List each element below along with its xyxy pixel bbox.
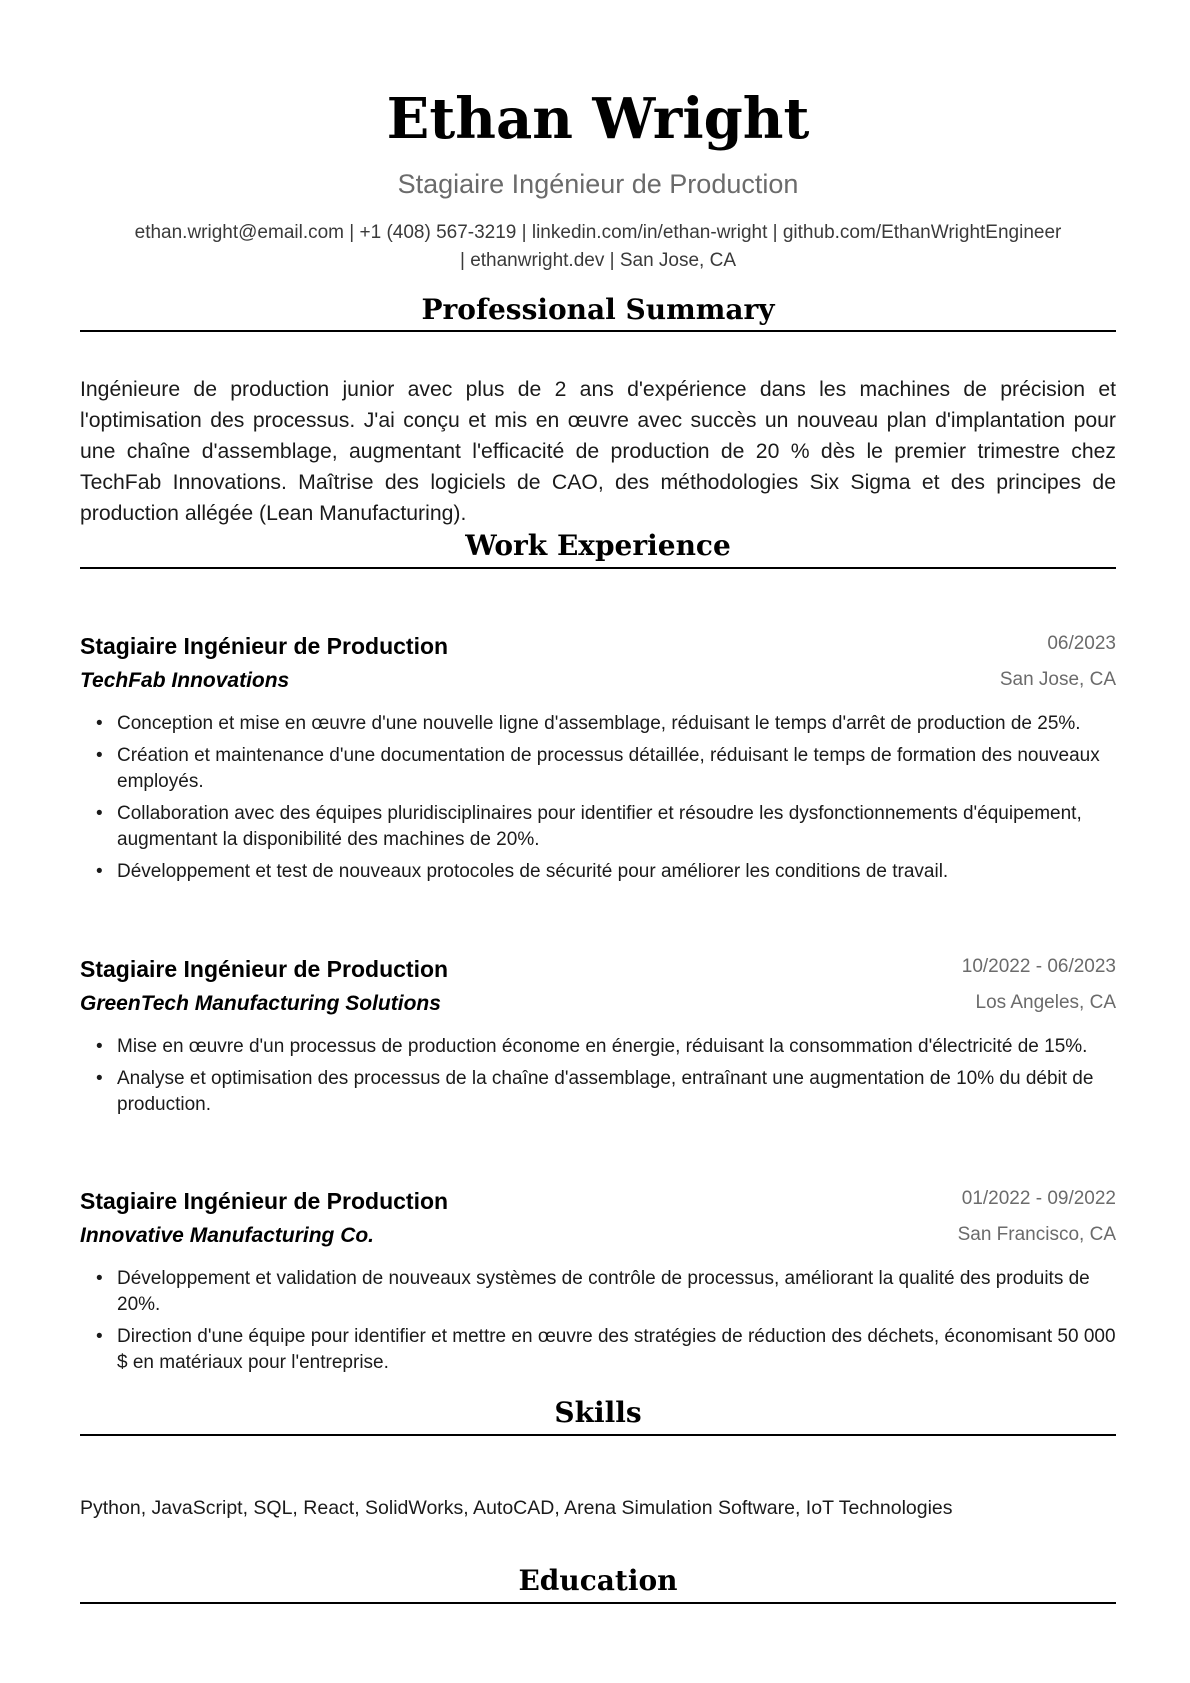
job-date: 01/2022 - 09/2022: [961, 1188, 1116, 1209]
job-bullets: [80, 1266, 1116, 1382]
job-bullets: [80, 711, 1116, 891]
job-bullet: • Mise en œuvre d'un processus de production économe en énergie, réduisant la consommation d'électricité de 15%.: [80, 1034, 1116, 1060]
bullet-icon: •: [96, 1268, 103, 1289]
job-title: Stagiaire Ingénieur de Production: [80, 956, 449, 982]
job-date: 06/2023: [1047, 633, 1116, 654]
job-title: Stagiaire Ingénieur de Production: [80, 1188, 449, 1214]
job-date: 10/2022 - 06/2023: [961, 956, 1116, 977]
bullet-icon: •: [96, 803, 103, 824]
bullet-icon: •: [96, 861, 103, 882]
contact-info: [72, 219, 1124, 275]
bullet-icon: •: [96, 1036, 103, 1057]
experience-heading: Work Experience: [465, 529, 731, 562]
skills-divider: [80, 1434, 1116, 1436]
job-title: Stagiaire Ingénieur de Production: [80, 633, 449, 659]
bullet-icon: •: [96, 745, 103, 766]
job-location: San Jose, CA: [999, 669, 1116, 690]
job-bullet: • Collaboration avec des équipes pluridisciplinaires pour identifier et résoudre les dysfonctionnements d'équipement, augmentant la disponibilité des machines de 20%.: [96, 803, 1082, 850]
summary-heading: Professional Summary: [421, 293, 775, 326]
job-location: Los Angeles, CA: [975, 992, 1116, 1013]
contact-line-2: | ethanwright.dev | San Jose, CA: [459, 250, 737, 271]
job-bullet: • Création et maintenance d'une documentation de processus détaillée, réduisant le temps de formation des nouveaux employés.: [96, 745, 1100, 792]
bullet-icon: •: [96, 713, 103, 734]
skills-heading: Skills: [554, 1396, 642, 1429]
education-heading: Education: [518, 1564, 678, 1597]
contact-line-1: ethan.wright@email.com | +1 (408) 567-3219 | linkedin.com/in/ethan-wright | github.com/EthanWrightEngineer: [134, 222, 1062, 243]
summary-divider: [80, 330, 1116, 332]
summary-text: Ingénieure de production junior avec plus de 2 ans d'expérience dans les machines de précision et l'optimisation des processus. J'ai conçu et mis en œuvre avec succès un nouveau plan d'implantation pour une chaîne d'assemblage, augmentant l'efficacité de production de 20 % dès le premier trimestre chez TechFab Innovations. Maîtrise des logiciels de CAO, des méthodologies Six Sigma et des principes de production allégée (Lean Manufacturing).: [80, 378, 1116, 525]
job-bullet: • Développement et validation de nouveaux systèmes de contrôle de processus, améliorant la qualité des produits de 20%.: [96, 1268, 1090, 1315]
job-location: San Francisco, CA: [957, 1224, 1116, 1245]
job-bullet: • Analyse et optimisation des processus de la chaîne d'assemblage, entraînant une augmentation de 10% du débit de production.: [96, 1068, 1094, 1115]
bullet-icon: •: [96, 1068, 103, 1089]
job-bullet: • Conception et mise en œuvre d'une nouvelle ligne d'assemblage, réduisant le temps d'arrêt de production de 25%.: [80, 711, 1116, 737]
job-company: GreenTech Manufacturing Solutions: [80, 992, 441, 1015]
bullet-icon: •: [96, 1326, 103, 1347]
job-company: Innovative Manufacturing Co.: [80, 1224, 375, 1247]
education-divider: [80, 1602, 1116, 1604]
job-bullet: • Direction d'une équipe pour identifier et mettre en œuvre des stratégies de réduction des déchets, économisant 50 000 $ en matériaux pour l'entreprise.: [96, 1326, 1116, 1373]
experience-divider: [80, 567, 1116, 569]
job-bullets: [80, 1034, 1116, 1124]
job-bullet: • Développement et test de nouveaux protocoles de sécurité pour améliorer les conditions de travail.: [80, 859, 1116, 885]
candidate-name: Ethan Wright: [386, 86, 810, 152]
job-company: TechFab Innovations: [80, 669, 290, 692]
skills-list: Python, JavaScript, SQL, React, SolidWorks, AutoCAD, Arena Simulation Software, IoT Technologies: [80, 1497, 953, 1519]
candidate-title: Stagiaire Ingénieur de Production: [397, 169, 799, 199]
